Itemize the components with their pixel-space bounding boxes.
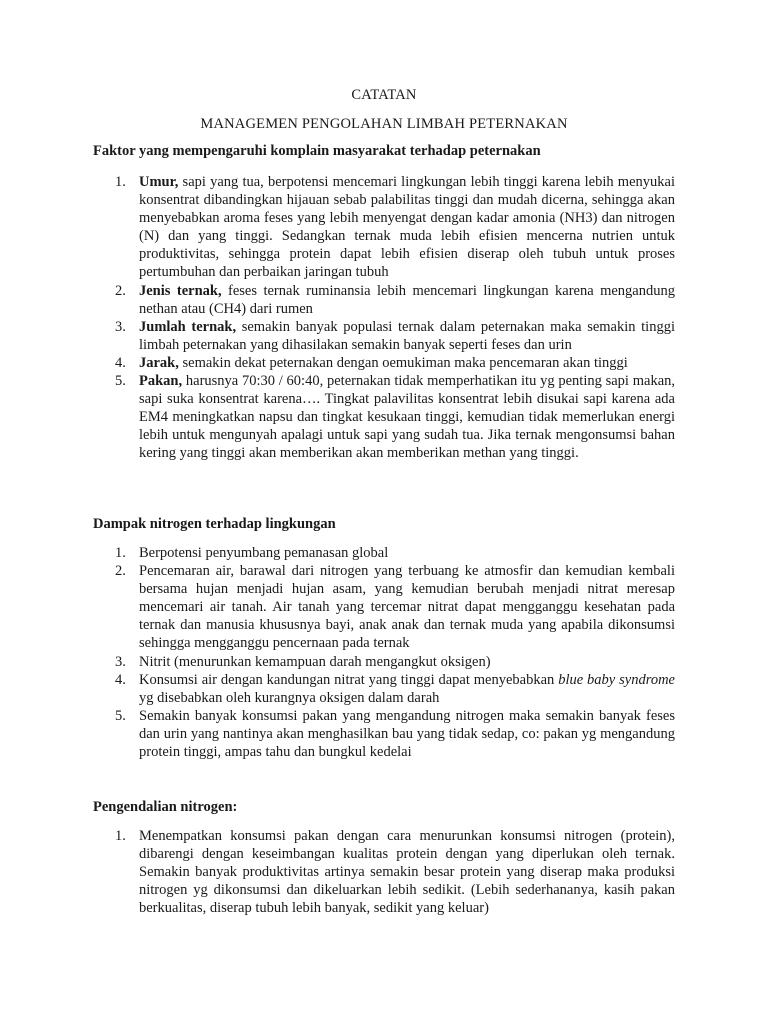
item-number: 4. <box>115 354 126 371</box>
list-dampak <box>93 544 675 761</box>
list-item <box>93 372 675 462</box>
list-item <box>93 671 675 707</box>
list-item <box>93 318 675 354</box>
item-text: Semakin banyak konsumsi pakan yang mengandung nitrogen maka semakin banyak feses dan urin yang nantinya akan menghasilkan bau yang tidak sedap, co: pakan yg mengandung protein tinggi, ampas tahu dan bungkul kedelai <box>139 707 675 761</box>
item-number: 5. <box>115 373 126 390</box>
item-number: 3. <box>115 653 126 670</box>
list-item <box>93 653 675 671</box>
item-number: 1. <box>115 174 126 190</box>
list-item <box>93 282 675 318</box>
item-text: sapi yang tua, berpotensi mencemari lingkungan lebih tinggi karena lebih menyukai konsentrat dibandingkan hijauan sebab palabilitas tinggi dan mudah dicerna, sehingga akan menyebabkan aroma feses yang lebih menyengat dengan kadar amonia (NH3) dan nitrogen (N) dan yang tinggi. Sedangkan ternak muda lebih efisien mencerna nutrien untuk produktivitas, sehingga protein dapat lebih efisien diserap oleh tubuh untuk proses pertumbuhan dan perbaikan jaringan tubuh <box>139 174 675 281</box>
item-term: Jumlah ternak, <box>139 318 237 335</box>
item-text: yg disebabkan oleh kurangnya oksigen dalam darah <box>139 689 440 706</box>
item-term: Pakan, <box>139 373 183 390</box>
list-item <box>93 827 675 917</box>
item-text: Pencemaran air, barawal dari nitrogen yang terbuang ke atmosfir dan kemudian kembali bersama hujan menjadi hujan asam, yang kemudian berubah menjadi nitrat meresap mencemari air tanah. Air tanah yang tercemar nitrat dapat mengganggu kesehatan pada ternak dan manusia khususnya bayi, anak anak dan ternak muda yang apabila dikonsumsi sehingga mengganggu pencernaan pada ternak <box>139 563 675 652</box>
item-text: semakin banyak populasi ternak dalam peternakan maka semakin tinggi limbah peternakan yang dihasilakan semakin banyak seperti feses dan urin <box>139 318 675 353</box>
item-number: 4. <box>115 671 126 688</box>
item-number: 1. <box>115 828 126 844</box>
item-text: harusnya 70:30 / 60:40, peternakan tidak memperhatikan itu yg penting sapi makan, sapi suka konsentrat karena…. Tingkat palavilitas konsentrat lebih disukai sapi karena ada EM4 meningkatkan napsu dan tingkat kesukaan tinggi, kemudian tidak memerlukan energi lebih untuk mengunyah apalagi untuk sapi yang sudah tua. Jika ternak mengonsumsi bahan kering yang tinggi akan memberikan akan memberikan methan yang tinggi. <box>139 373 675 462</box>
item-number: 2. <box>115 282 126 299</box>
item-text: Menempatkan konsumsi pakan dengan cara menurunkan konsumsi nitrogen (protein), dibarengi dengan keseimbangan kualitas protein dengan yang diperlukan oleh ternak. Semakin banyak produktivitas artinya semakin besar protein yang diserap maka produksi nitrogen yg dikonsumsi dan dikeluarkan lebih sedikit. (Lebih sederhananya, kasih pakan berkualitas, diserap tubuh lebih banyak, sedikit yang keluar) <box>139 828 675 917</box>
item-number: 3. <box>115 318 126 335</box>
item-term: Umur, <box>139 174 179 190</box>
item-number: 1. <box>115 545 126 561</box>
item-term: Jarak, <box>139 354 179 371</box>
item-text: feses ternak ruminansia lebih mencemari lingkungan karena mengandung nethan atau (CH4) dari rumen <box>139 282 675 317</box>
list-faktor <box>93 173 675 463</box>
section-heading-faktor: Faktor yang mempengaruhi komplain masyarakat terhadap peternakan <box>93 143 541 159</box>
item-text: Konsumsi air dengan kandungan nitrat yang tinggi dapat menyebabkan <box>139 671 559 688</box>
document-title: CATATAN <box>351 87 417 103</box>
item-text: semakin dekat peternakan dengan oemukiman maka pencemaran akan tinggi <box>178 354 628 371</box>
item-term: Jenis ternak, <box>139 282 222 299</box>
item-number: 2. <box>115 563 126 580</box>
section-heading-dampak: Dampak nitrogen terhadap lingkungan <box>93 516 336 532</box>
list-item <box>93 562 675 652</box>
list-item <box>93 707 675 761</box>
list-item <box>93 544 675 562</box>
item-italic-term: blue baby syndrome <box>558 671 675 688</box>
list-pengendalian <box>93 827 675 917</box>
list-item <box>93 354 675 372</box>
document-subtitle: MANAGEMEN PENGOLAHAN LIMBAH PETERNAKAN <box>200 116 568 132</box>
item-text: Nitrit (menurunkan kemampuan darah mengangkut oksigen) <box>139 653 491 670</box>
item-number: 5. <box>115 707 126 724</box>
section-heading-pengendalian: Pengendalian nitrogen: <box>93 799 238 815</box>
item-text: Berpotensi penyumbang pemanasan global <box>139 545 389 561</box>
list-item <box>93 173 675 282</box>
